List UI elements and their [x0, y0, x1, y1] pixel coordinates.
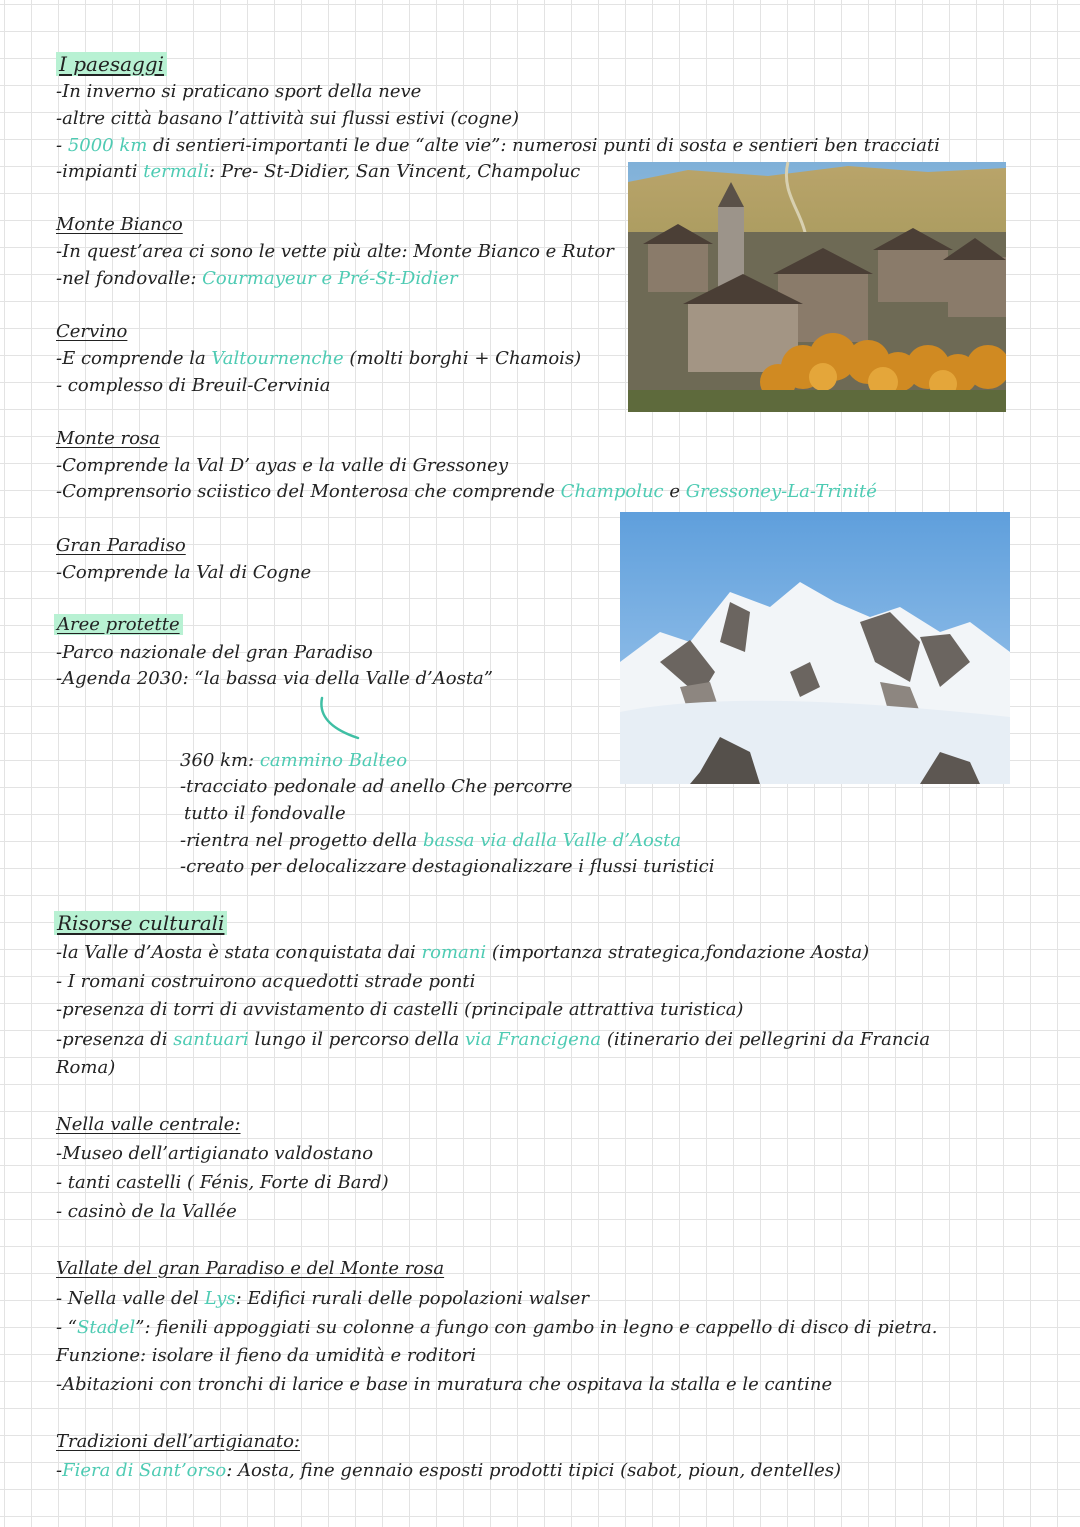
note-line: - Nella valle del Lys: Edifici rurali delle popolazioni walser — [56, 1288, 590, 1309]
section-title-monte-rosa: Monte rosa — [56, 428, 160, 449]
mountain-photo — [620, 512, 1010, 784]
note-line: - “Stadel”: fienili appoggiati su colonne a fungo con gambo in legno e cappello di disco di pietra. — [56, 1317, 938, 1338]
village-photo — [628, 162, 1006, 412]
section-title-monte-bianco: Monte Bianco — [56, 214, 183, 235]
note-line: -nel fondovalle: Courmayeur e Pré-St-Didier — [56, 268, 458, 289]
section-title-paesaggi: I paesaggi — [56, 52, 167, 76]
note-line: -creato per delocalizzare destagionalizzare i flussi turistici — [180, 856, 715, 877]
note-line: -tracciato pedonale ad anello Che percorre — [180, 776, 573, 797]
section-title-tradizioni: Tradizioni dell’artigianato: — [56, 1431, 300, 1452]
section-title-aree-protette: Aree protette — [54, 613, 183, 637]
note-line: - tanti castelli ( Fénis, Forte di Bard) — [56, 1172, 389, 1193]
section-title-gran-paradiso: Gran Paradiso — [56, 535, 186, 556]
note-line: -la Valle d’Aosta è stata conquistata dai romani (importanza strategica,fondazione Aosta) — [56, 942, 870, 963]
section-title-vallate: Vallate del gran Paradiso e del Monte rosa — [56, 1258, 445, 1279]
note-line: -Abitazioni con tronchi di larice e base in muratura che ospitava la stalla e le cantine — [56, 1374, 833, 1395]
note-line: -Comprensorio sciistico del Monterosa che comprende Champoluc e Gressoney-La-Trinité — [56, 481, 877, 502]
note-line: -Comprende la Val di Cogne — [56, 562, 312, 583]
note-line: -Museo dell’artigianato valdostano — [56, 1143, 374, 1164]
note-line: -In inverno si praticano sport della neve — [56, 81, 422, 102]
note-line: Roma) — [56, 1057, 116, 1078]
note-line: -presenza di santuari lungo il percorso della via Francigena (itinerario dei pellegrini da Francia — [56, 1029, 931, 1050]
note-line: -Comprende la Val D’ ayas e la valle di Gressoney — [56, 455, 508, 476]
curved-arrow-icon — [316, 696, 366, 742]
note-line: -E comprende la Valtournenche (molti borghi + Chamois) — [56, 348, 582, 369]
section-title-valle-centrale: Nella valle centrale: — [56, 1114, 241, 1135]
note-line: - casinò de la Vallée — [56, 1201, 237, 1222]
note-line: -Parco nazionale del gran Paradiso — [56, 642, 373, 663]
note-line: -In quest’area ci sono le vette più alte: Monte Bianco e Rutor — [56, 241, 614, 262]
note-line: - I romani costruirono acquedotti strade ponti — [56, 971, 476, 992]
note-line: -impianti termali: Pre- St-Didier, San Vincent, Champoluc — [56, 161, 581, 182]
note-line: - 5000 km di sentieri-importanti le due “alte vie”: numerosi punti di sosta e sentieri ben tracciati — [56, 135, 940, 156]
note-line: -Fiera di Sant’orso: Aosta, fine gennaio esposti prodotti tipici (sabot, pioun, dentelles) — [56, 1460, 841, 1481]
note-line: -Agenda 2030: “la bassa via della Valle d’Aosta” — [56, 668, 493, 689]
note-line: - complesso di Breuil-Cervinia — [56, 375, 331, 396]
note-line: -presenza di torri di avvistamento di castelli (principale attrattiva turistica) — [56, 999, 744, 1020]
note-line: -rientra nel progetto della bassa via dalla Valle d’Aosta — [180, 830, 682, 851]
section-title-risorse-culturali: Risorse culturali — [54, 911, 227, 935]
note-line: Funzione: isolare il fieno da umidità e roditori — [56, 1345, 477, 1366]
note-line: 360 km: cammino Balteo — [180, 750, 408, 771]
note-line: tutto il fondovalle — [184, 803, 346, 824]
section-title-cervino: Cervino — [56, 321, 128, 342]
note-line: -altre città basano l’attività sui flussi estivi (cogne) — [56, 108, 520, 129]
